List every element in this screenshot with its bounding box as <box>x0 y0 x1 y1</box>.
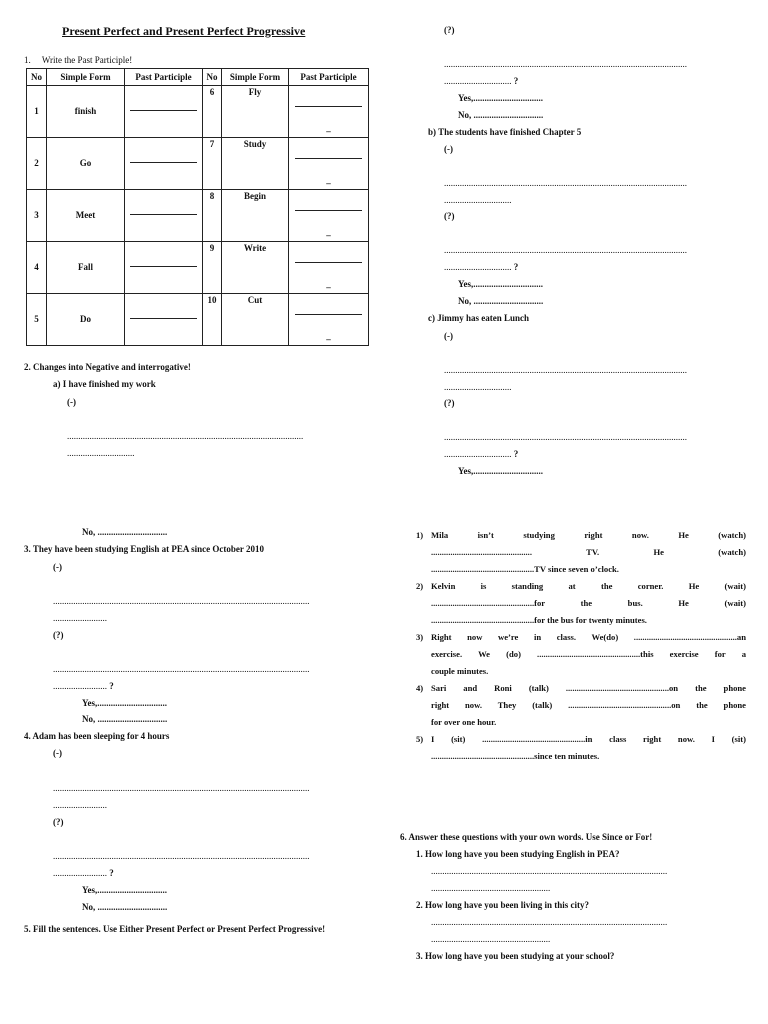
question-answer-line[interactable]: .............................. ? <box>444 262 519 272</box>
answer-line[interactable]: ......................................................................................................... <box>431 866 668 876</box>
col-header: Simple Form <box>47 69 125 86</box>
fill-line[interactable]: I (sit) ................................................in class right now. I (sit) <box>431 734 746 744</box>
question-mark: ? <box>109 868 114 878</box>
question-answer-line[interactable]: .............................. ? <box>444 76 519 86</box>
yes-answer[interactable]: Yes,............................... <box>458 279 543 289</box>
fill-item <box>416 680 746 731</box>
yes-answer[interactable]: Yes,............................... <box>458 93 543 103</box>
col-header: No <box>203 69 222 86</box>
fill-line[interactable]: ................................................since ten minutes. <box>431 751 600 761</box>
negative-label: (-) <box>53 748 62 758</box>
answer-line[interactable]: .................................................................................................................. <box>53 851 310 861</box>
answer-line[interactable]: ............................................................................................................ <box>444 59 687 69</box>
table-row <box>27 242 369 294</box>
answer-line[interactable]: ..................................................... <box>431 883 551 893</box>
question-3: 3. How long have you been studying at your school? <box>416 951 615 961</box>
fill-item <box>416 629 746 680</box>
past-participle-blank[interactable] <box>289 138 369 190</box>
negative-label: (-) <box>444 331 453 341</box>
answer-line[interactable]: ............................................................................................................ <box>444 178 687 188</box>
table-header-row <box>27 69 369 86</box>
section1-number: 1. <box>24 55 31 65</box>
fill-line: for over one hour. <box>431 717 497 727</box>
fill-line[interactable]: ............................................... TV. He (watch) <box>431 547 746 557</box>
fill-line[interactable]: exercise. We (do) ................................................this exercise for a <box>431 649 746 659</box>
interrogative-label: (?) <box>444 25 455 35</box>
no-answer[interactable]: No, ............................... <box>458 110 544 120</box>
past-participle-blank[interactable] <box>125 86 203 138</box>
simple-form: Begin <box>222 190 289 242</box>
fill-line[interactable]: ................................................for the bus. He (wait) <box>431 598 746 608</box>
no-answer[interactable]: No, ............................... <box>82 902 168 912</box>
answer-line[interactable]: ........................ <box>53 800 107 810</box>
fill-number: 2) <box>416 581 424 591</box>
answer-line[interactable]: ............................................................................................................ <box>444 365 687 375</box>
answer-line[interactable]: .................................................................................................................. <box>53 783 310 793</box>
table-row <box>27 138 369 190</box>
yes-answer[interactable]: Yes,............................... <box>82 698 167 708</box>
section6-heading: 6. Answer these questions with your own words. Use Since or For! <box>400 832 653 842</box>
no-answer[interactable]: No, ............................... <box>82 527 168 537</box>
row-number: 10 <box>203 294 222 346</box>
question-1: 1. How long have you been studying English in PEA? <box>416 849 620 859</box>
past-participle-blank[interactable] <box>289 86 369 138</box>
col-header: Past Participle <box>289 69 369 86</box>
table-row <box>27 86 369 138</box>
row-number: 3 <box>27 190 47 242</box>
section2-heading: 2. Changes into Negative and interrogative! <box>24 362 191 372</box>
fill-number: 1) <box>416 530 424 540</box>
simple-form: Cut <box>222 294 289 346</box>
yes-answer[interactable]: Yes,............................... <box>458 466 543 476</box>
row-number: 6 <box>203 86 222 138</box>
negative-label: (-) <box>67 397 76 407</box>
answer-line[interactable]: ......................................................................................................... <box>67 431 304 441</box>
sentence-b: b) The students have finished Chapter 5 <box>428 127 582 137</box>
question-answer-line[interactable]: .............................. ? <box>444 449 519 459</box>
answer-line[interactable]: .................................................................................................................. <box>53 664 310 674</box>
interrogative-label: (?) <box>53 630 64 640</box>
section1-heading <box>24 55 132 66</box>
answer-line[interactable]: ......................................................................................................... <box>431 917 668 927</box>
past-participle-blank[interactable] <box>125 294 203 346</box>
past-participle-blank[interactable] <box>125 138 203 190</box>
row-number: 1 <box>27 86 47 138</box>
section4-heading: 4. Adam has been sleeping for 4 hours <box>24 731 170 741</box>
past-participle-blank[interactable] <box>125 242 203 294</box>
fill-line[interactable]: right now. They (talk) ................................................on the phone <box>431 700 746 710</box>
underscore-mark: _ <box>326 175 331 186</box>
section5-heading: 5. Fill the sentences. Use Either Present Perfect or Present Perfect Progressive! <box>24 924 326 934</box>
answer-line[interactable]: ........................ <box>53 613 107 623</box>
past-participle-blank[interactable] <box>289 294 369 346</box>
row-number: 7 <box>203 138 222 190</box>
simple-form: Do <box>47 294 125 346</box>
no-answer[interactable]: No, ............................... <box>458 296 544 306</box>
interrogative-label: (?) <box>53 817 64 827</box>
col-header: Past Participle <box>125 69 203 86</box>
past-participle-blank[interactable] <box>125 190 203 242</box>
col-header: Simple Form <box>222 69 289 86</box>
past-participle-blank[interactable] <box>289 190 369 242</box>
simple-form: Fly <box>222 86 289 138</box>
simple-form: Fall <box>47 242 125 294</box>
simple-form: Meet <box>47 190 125 242</box>
fill-item <box>416 731 746 765</box>
table-row <box>27 190 369 242</box>
row-number: 8 <box>203 190 222 242</box>
interrogative-label: (?) <box>444 398 455 408</box>
fill-sentences <box>416 527 746 765</box>
simple-form: Go <box>47 138 125 190</box>
past-participle-table <box>26 68 369 346</box>
underscore-mark: _ <box>326 227 331 238</box>
fill-number: 3) <box>416 632 424 642</box>
sentence-a: a) I have finished my work <box>53 379 156 389</box>
question-mark: ? <box>513 449 519 459</box>
underscore-mark: _ <box>326 279 331 290</box>
question-mark: ? <box>513 76 519 86</box>
fill-number: 4) <box>416 683 424 693</box>
no-answer[interactable]: No, ............................... <box>82 714 168 724</box>
fill-line[interactable]: Right now we’re in class. We(do) ................................................an <box>431 632 746 642</box>
answer-line[interactable]: .................................................................................................................. <box>53 596 310 606</box>
past-participle-blank[interactable] <box>289 242 369 294</box>
question-answer-line[interactable]: ........................ ? <box>53 868 114 878</box>
row-number: 4 <box>27 242 47 294</box>
simple-form: Study <box>222 138 289 190</box>
answer-line[interactable]: ..................................................... <box>431 934 551 944</box>
question-answer-line[interactable]: ........................ ? <box>53 681 114 691</box>
sentence-c: c) Jimmy has eaten Lunch <box>428 313 529 323</box>
section1-instruction: Write the Past Participle! <box>41 55 133 65</box>
row-number: 5 <box>27 294 47 346</box>
page-title: Present Perfect and Present Perfect Progressive <box>62 24 306 38</box>
fill-line: couple minutes. <box>431 666 489 676</box>
negative-label: (-) <box>444 144 453 154</box>
fill-number: 5) <box>416 734 424 744</box>
table-row <box>27 294 369 346</box>
fill-line[interactable]: ................................................TV since seven o’clock. <box>431 564 619 574</box>
yes-answer[interactable]: Yes,............................... <box>82 885 167 895</box>
answer-line[interactable]: .............................. <box>444 382 512 392</box>
question-mark: ? <box>109 681 114 691</box>
row-number: 9 <box>203 242 222 294</box>
simple-form: Write <box>222 242 289 294</box>
answer-line[interactable]: .............................. <box>444 195 512 205</box>
answer-line[interactable]: ............................................................................................................ <box>444 245 687 255</box>
fill-line[interactable]: Mila isn’t studying right now. He (watch) <box>431 530 746 540</box>
negative-label: (-) <box>53 562 62 572</box>
fill-line[interactable]: ................................................for the bus for twenty minutes. <box>431 615 647 625</box>
answer-line[interactable]: ............................................................................................................ <box>444 432 687 442</box>
answer-line[interactable]: .............................. <box>67 448 135 458</box>
fill-line[interactable]: Kelvin is standing at the corner. He (wait) <box>431 581 746 591</box>
row-number: 2 <box>27 138 47 190</box>
section3-heading: 3. They have been studying English at PEA since October 2010 <box>24 544 264 554</box>
interrogative-label: (?) <box>444 211 455 221</box>
fill-item <box>416 527 746 578</box>
underscore-mark: _ <box>326 331 331 342</box>
simple-form: finish <box>47 86 125 138</box>
col-header: No <box>27 69 47 86</box>
underscore-mark: _ <box>326 123 331 134</box>
fill-line[interactable]: Sari and Roni (talk) ................................................on the phone <box>431 683 746 693</box>
fill-item <box>416 578 746 629</box>
question-mark: ? <box>513 262 519 272</box>
question-2: 2. How long have you been living in this city? <box>416 900 590 910</box>
